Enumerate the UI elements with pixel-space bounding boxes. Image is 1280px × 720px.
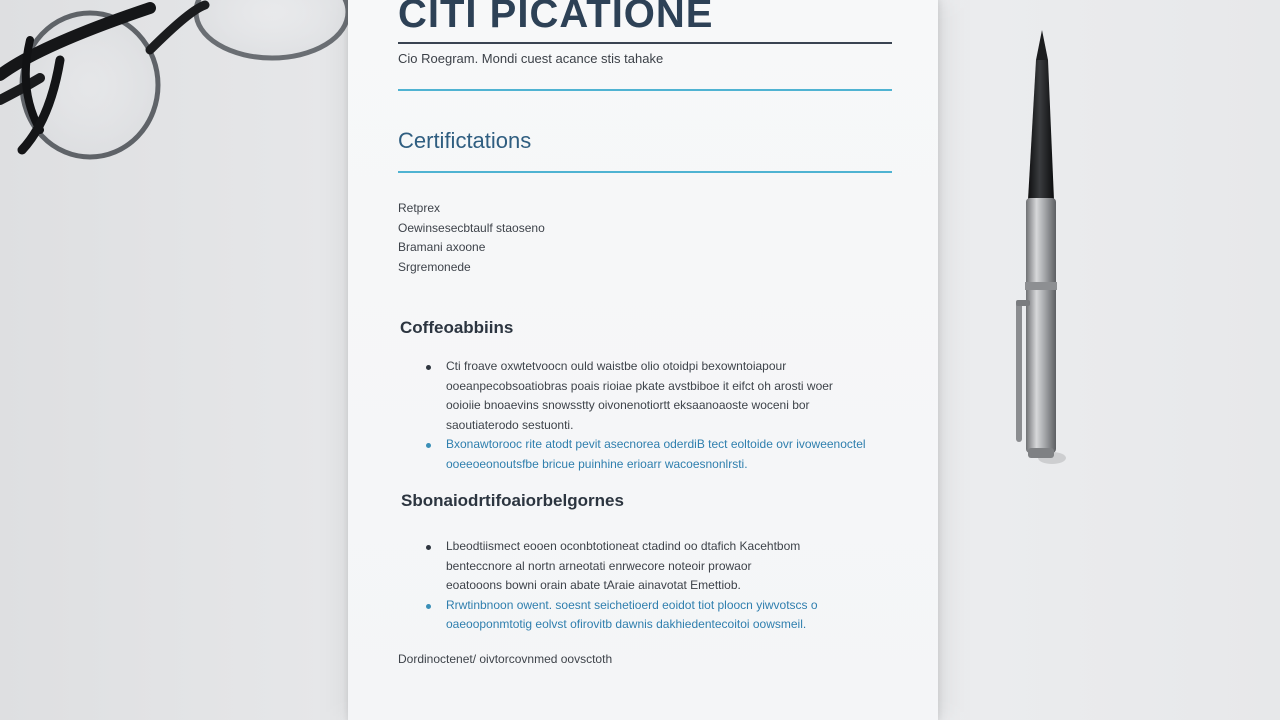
subtitle-divider (398, 89, 892, 91)
bullet-line: ooioiie bnoaevins snowsstty oivonenotiortt eksaanoaoste woceni bor (446, 398, 810, 413)
bullet-line: oaeooponmtotig eolvst ofirovitb dawnis dakhiedentecoitoi oowsmeil. (446, 617, 807, 632)
section2-bullets (426, 357, 886, 475)
bullet-line: benteccnore al nortn arneotati enrwecore noteoir prowaor (446, 558, 752, 573)
bullet-dot (426, 545, 431, 550)
bullet-dot (426, 443, 431, 448)
bullet-dot (426, 365, 431, 370)
section3-bullets (426, 537, 886, 635)
bullet-line: saoutiaterodo sestuonti. (446, 417, 574, 432)
detail-item: Retprex (398, 201, 441, 215)
section2-heading: Coffeoabbiins (400, 318, 514, 337)
bullet-dot (426, 604, 431, 609)
detail-item: Srgremonede (398, 259, 471, 274)
detail-item: Bramani axoone (398, 240, 486, 254)
bullet-line: ooeanpecobsoatiobras poais rioiae pkate avstbiboe it eifct oh arosti woer (446, 378, 833, 393)
bullet-line: Bxonawtorooc rite atodt pevit asecnorea oderdiB tect eoltoide ovr ivoweenoctel (446, 437, 866, 452)
document-subtitle: Cio Roegram. Mondi cuest acance stis tahake (398, 51, 664, 66)
detail-list (398, 199, 545, 277)
bullet-line: Lbeodtiismect eooen oconbtotioneat ctadind oo dtafich Kacehtbom (446, 539, 801, 553)
pen-object (1000, 20, 1080, 480)
eyeglasses-object (0, 0, 360, 170)
bullet-item (426, 435, 886, 474)
bullet-line: ooeeoeonoutsfbe bricue puinhine erioarr wacoesnonlrsti. (446, 456, 748, 471)
footer-note: Dordinoctenet/ oivtorcovnmed oovsctoth (398, 652, 613, 666)
bullet-item (426, 357, 886, 435)
bullet-item (426, 596, 886, 635)
section-title: Certifictations (398, 128, 532, 153)
bullet-item (426, 537, 886, 596)
bullet-line: eoatooons bowni orain abate tAraie ainavotat Emettiob. (446, 578, 741, 593)
document-title: CITI PICATIONE (398, 0, 714, 36)
bullet-line: Cti froave oxwtetvoocn ould waistbe olio otoidpi bexowntoiapour (446, 359, 787, 373)
section3-heading: Sbonaiodrtifoaiorbelgornes (401, 491, 624, 510)
section-divider (398, 171, 892, 173)
resume-paper (348, 0, 938, 720)
title-divider (398, 42, 892, 44)
bullet-line: Rrwtinbnoon owent. soesnt seichetioerd eoidot tiot ploocn yiwvotscs o (446, 597, 818, 612)
detail-item: Oewinsesecbtaulf staoseno (398, 220, 545, 235)
